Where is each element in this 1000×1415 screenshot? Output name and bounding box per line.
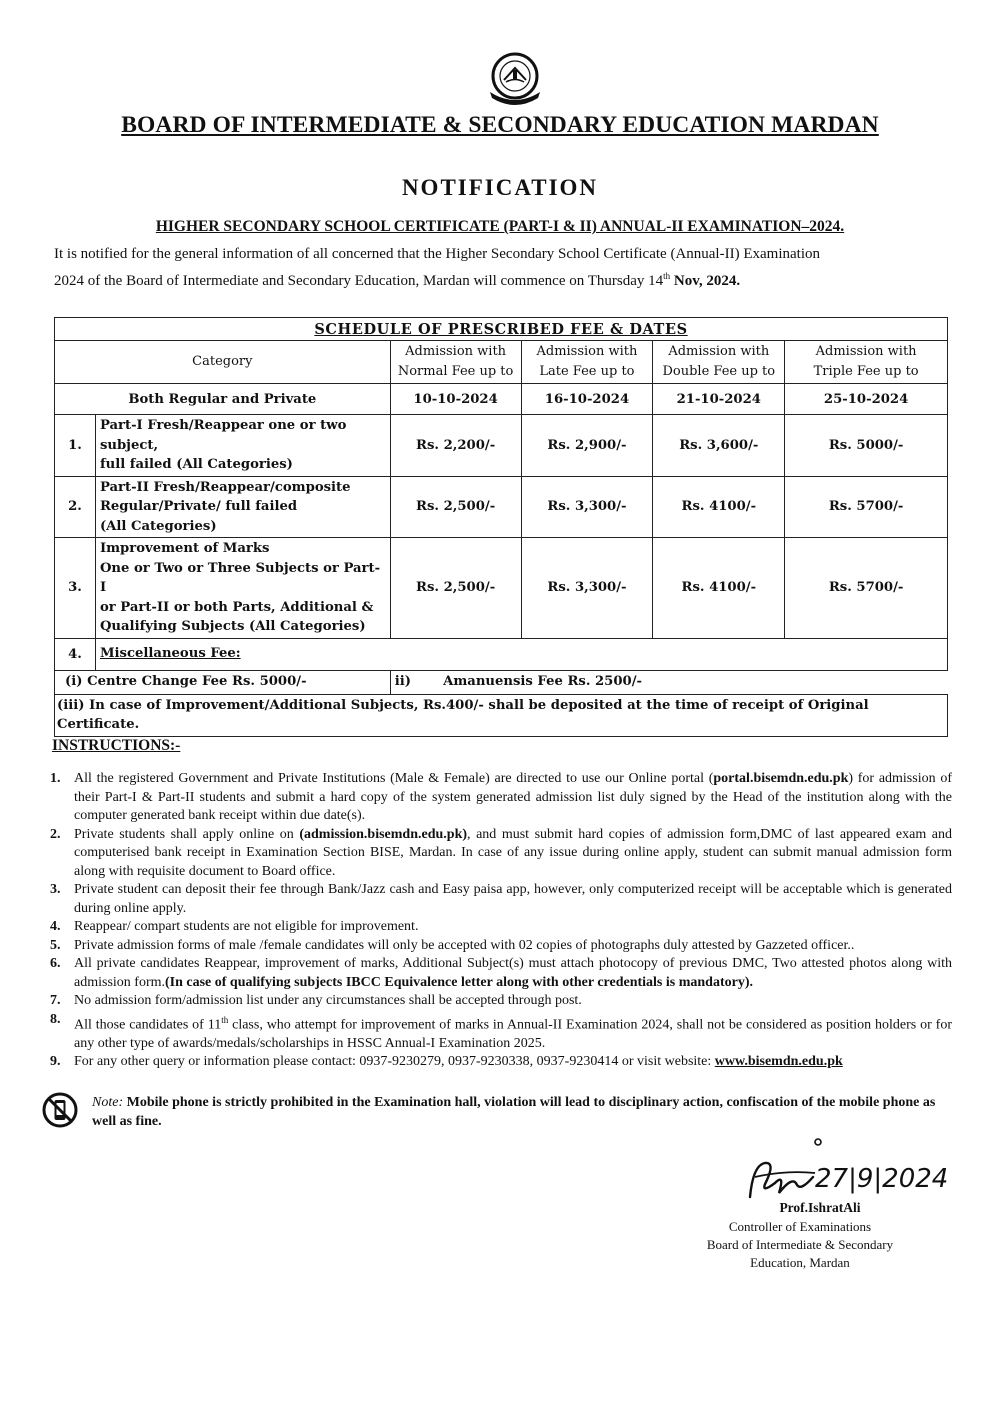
signatory-block [680, 1218, 920, 1272]
instruction-text: , and must submit hard copies of admission form,DMC of last appeared exam and computerised bank receipt in Examination Section BISE, Mardan. In case of any issue during online apply, student can submit manual admission form along with requisite document to Board office. [74, 826, 953, 879]
col-header-double-l1: Admission with [668, 344, 770, 359]
row-category-line: Qualifying Subjects (All Categories) [99, 619, 366, 634]
svg-text:27|9|2024: 27|9|2024 [815, 1164, 949, 1194]
note-label: Note: [92, 1095, 124, 1110]
instruction-item [50, 992, 952, 1011]
row-category [95, 476, 390, 538]
row-category-line: Improvement of Marks [99, 541, 270, 556]
intro-line-2-text: 2024 of the Board of Intermediate and Secondary Education, Mardan will commence on Thursday 14 [54, 273, 664, 289]
row-category-line: or Part-II or both Parts, Additional & [99, 599, 374, 615]
instruction-text: For any other query or information please contact: 0937-9230279, 0937-9230338, 0937-9230414 or visit website: [74, 1054, 715, 1070]
instruction-text: Private students shall apply online on [74, 826, 300, 842]
instruction-text: No admission form/admission list under any circumstances shall be accepted through post. [74, 993, 582, 1008]
instruction-item [50, 1053, 952, 1072]
fee-double: Rs. 4100/- [653, 476, 785, 538]
instruction-text: Private student can deposit their fee through Bank/Jazz cash and Easy paisa app, however, only computerized receipt will be acceptable which is generated during online apply. [74, 882, 952, 916]
row-number: 3. [55, 538, 96, 639]
instruction-text: All those candidates of 11 [74, 1017, 222, 1033]
fee-normal: Rs. 2,500/- [390, 476, 521, 538]
row-category [95, 538, 390, 639]
fee-double: Rs. 4100/- [653, 538, 785, 639]
instruction-text: All private candidates Reappear, improvement of marks, Additional Subject(s) must attach photocopy of previous DMC, Two attested photos along with admission form. [74, 956, 952, 990]
row-number: 1. [55, 415, 96, 477]
col-header-late-l2: Late Fee up to [539, 364, 635, 379]
instruction-text: th [221, 1014, 229, 1025]
row-category-line: One or Two or Three Subjects or Part-I [99, 560, 381, 595]
instruction-number: 5. [50, 937, 61, 953]
instruction-number: 9. [50, 1054, 61, 1070]
table-row [55, 476, 948, 538]
instruction-emphasis: (admission.bisemdn.edu.pk) [299, 826, 468, 842]
instruction-emphasis: www.bisemdn.edu.pk [714, 1054, 843, 1070]
category-header: Category [55, 341, 391, 384]
row-number: 2. [55, 476, 96, 538]
col-header-triple-l1: Admission with [815, 344, 917, 359]
misc-amanuensis [390, 670, 947, 694]
row-category-line: full failed (All Categories) [99, 457, 293, 472]
row-category-line: (All Categories) [99, 518, 217, 534]
instruction-number: 7. [50, 993, 61, 1008]
dates-label: Both Regular and Private [55, 384, 391, 415]
instruction-number: 2. [50, 826, 61, 842]
instructions-list [50, 770, 952, 1072]
instruction-text: All the registered Government and Private Institutions (Male & Female) are directed to use our Online portal ( [74, 771, 714, 786]
intro-line-2 [54, 265, 946, 292]
col-header-triple [785, 341, 948, 384]
intro-paragraph [54, 243, 946, 292]
instruction-number: 3. [50, 882, 61, 897]
intro-line-1: It is notified for the general information of all concerned that the Higher Secondary School Certificate (Annual-II) Examination [54, 246, 820, 262]
date-normal: 10-10-2024 [390, 384, 521, 415]
misc-amanuensis-text: Amanuensis Fee Rs. 2500/- [443, 674, 643, 690]
col-header-double-l2: Double Fee up to [662, 364, 776, 379]
instructions-heading: INSTRUCTIONS:- [52, 737, 181, 754]
table-row [55, 415, 948, 477]
instruction-item [50, 826, 952, 882]
instruction-emphasis: portal.bisemdn.edu.pk [713, 771, 849, 786]
intro-date-bold: Nov, 2024. [673, 273, 741, 289]
intro-superscript: th [663, 271, 671, 281]
fee-late: Rs. 3,300/- [521, 538, 653, 639]
instruction-item [50, 881, 952, 918]
instruction-text: ) for admission of their Part-I & Part-II students and submit a hard copy of the system generated admission list duly signed by the Head of the institution along with the computer generated bank receipt within due date(s). [74, 771, 952, 823]
row-category-line: Part-I Fresh/Reappear one or two [99, 418, 347, 433]
instruction-item [50, 918, 952, 937]
instruction-text: Reappear/ compart students are not eligible for improvement. [74, 919, 419, 934]
no-mobile-phone-icon [42, 1092, 78, 1128]
fee-triple: Rs. 5700/- [785, 538, 948, 639]
misc-amanuensis-num: ii) [394, 674, 411, 690]
col-header-double [653, 341, 785, 384]
misc-label: Miscellaneous Fee: [95, 638, 947, 670]
col-header-normal-l2: Normal Fee up to [397, 364, 514, 379]
misc-number: 4. [55, 638, 96, 670]
signatory-name: Prof.IshratAli [779, 1200, 861, 1215]
date-late: 16-10-2024 [521, 384, 653, 415]
fee-double: Rs. 3,600/- [653, 415, 785, 477]
board-seal-icon [482, 50, 548, 106]
date-triple: 25-10-2024 [785, 384, 948, 415]
col-header-late-l1: Admission with [536, 344, 638, 359]
board-title: BOARD OF INTERMEDIATE & SECONDARY EDUCATION MARDAN [121, 112, 879, 138]
row-category-line: subject, [99, 437, 159, 453]
instruction-text: Private admission forms of male /female candidates will only be accepted with 02 copies of photographs duly attested by Gazzeted officer.. [74, 937, 855, 953]
misc-improvement-note: (iii) In case of Improvement/Additional Subjects, Rs.400/- shall be deposited at the time of receipt of Original Certificate. [55, 694, 948, 736]
date-double: 21-10-2024 [653, 384, 785, 415]
mobile-note [92, 1093, 954, 1131]
notification-heading: NOTIFICATION [401, 175, 599, 200]
fee-triple: Rs. 5700/- [785, 476, 948, 538]
instruction-emphasis: (In case of qualifying subjects IBCC Equivalence letter along with other credentials is mandatory). [165, 974, 753, 990]
signatory-org-line-1: Board of Intermediate & Secondary [706, 1237, 894, 1252]
exam-subtitle: HIGHER SECONDARY SCHOOL CERTIFICATE (PART-I & II) ANNUAL-II EXAMINATION–2024. [155, 218, 845, 235]
instruction-number: 8. [50, 1011, 61, 1027]
schedule-title: SCHEDULE OF PRESCRIBED FEE & DATES [55, 318, 948, 341]
instruction-number: 1. [50, 771, 61, 786]
instruction-number: 6. [50, 956, 61, 971]
col-header-normal-l1: Admission with [405, 344, 507, 359]
fee-triple: Rs. 5000/- [785, 415, 948, 477]
col-header-late [521, 341, 653, 384]
instruction-item [50, 770, 952, 826]
misc-centre-change: (i) Centre Change Fee Rs. 5000/- [55, 670, 391, 694]
row-category-line: Part-II Fresh/Reappear/composite [99, 479, 351, 495]
fee-normal: Rs. 2,500/- [390, 538, 521, 639]
signatory-title: Controller of Examinations [728, 1219, 872, 1234]
instruction-number: 4. [50, 919, 61, 934]
instruction-item [50, 937, 952, 956]
fee-late: Rs. 3,300/- [521, 476, 653, 538]
row-category [95, 415, 390, 477]
table-row [55, 538, 948, 639]
row-category-line: Regular/Private/ full failed [99, 499, 298, 514]
instruction-item [50, 1011, 952, 1054]
fee-normal: Rs. 2,200/- [390, 415, 521, 477]
instruction-item [50, 955, 952, 992]
col-header-triple-l2: Triple Fee up to [813, 364, 919, 379]
col-header-normal [390, 341, 521, 384]
fee-schedule-table [54, 317, 948, 737]
note-text: Mobile phone is strictly prohibited in the Examination hall, violation will lead to disciplinary action, confiscation of the mobile phone as well as fine. [92, 1095, 936, 1129]
signatory-org-line-2: Education, Mardan [750, 1255, 850, 1270]
instruction-text: class, who attempt for improvement of marks in Annual-II Examination 2024, shall not be considered as position holders or for any other type of awards/medals/scholarships in HSSC Annual-I Examination 2025. [74, 1017, 953, 1051]
fee-late: Rs. 2,900/- [521, 415, 653, 477]
